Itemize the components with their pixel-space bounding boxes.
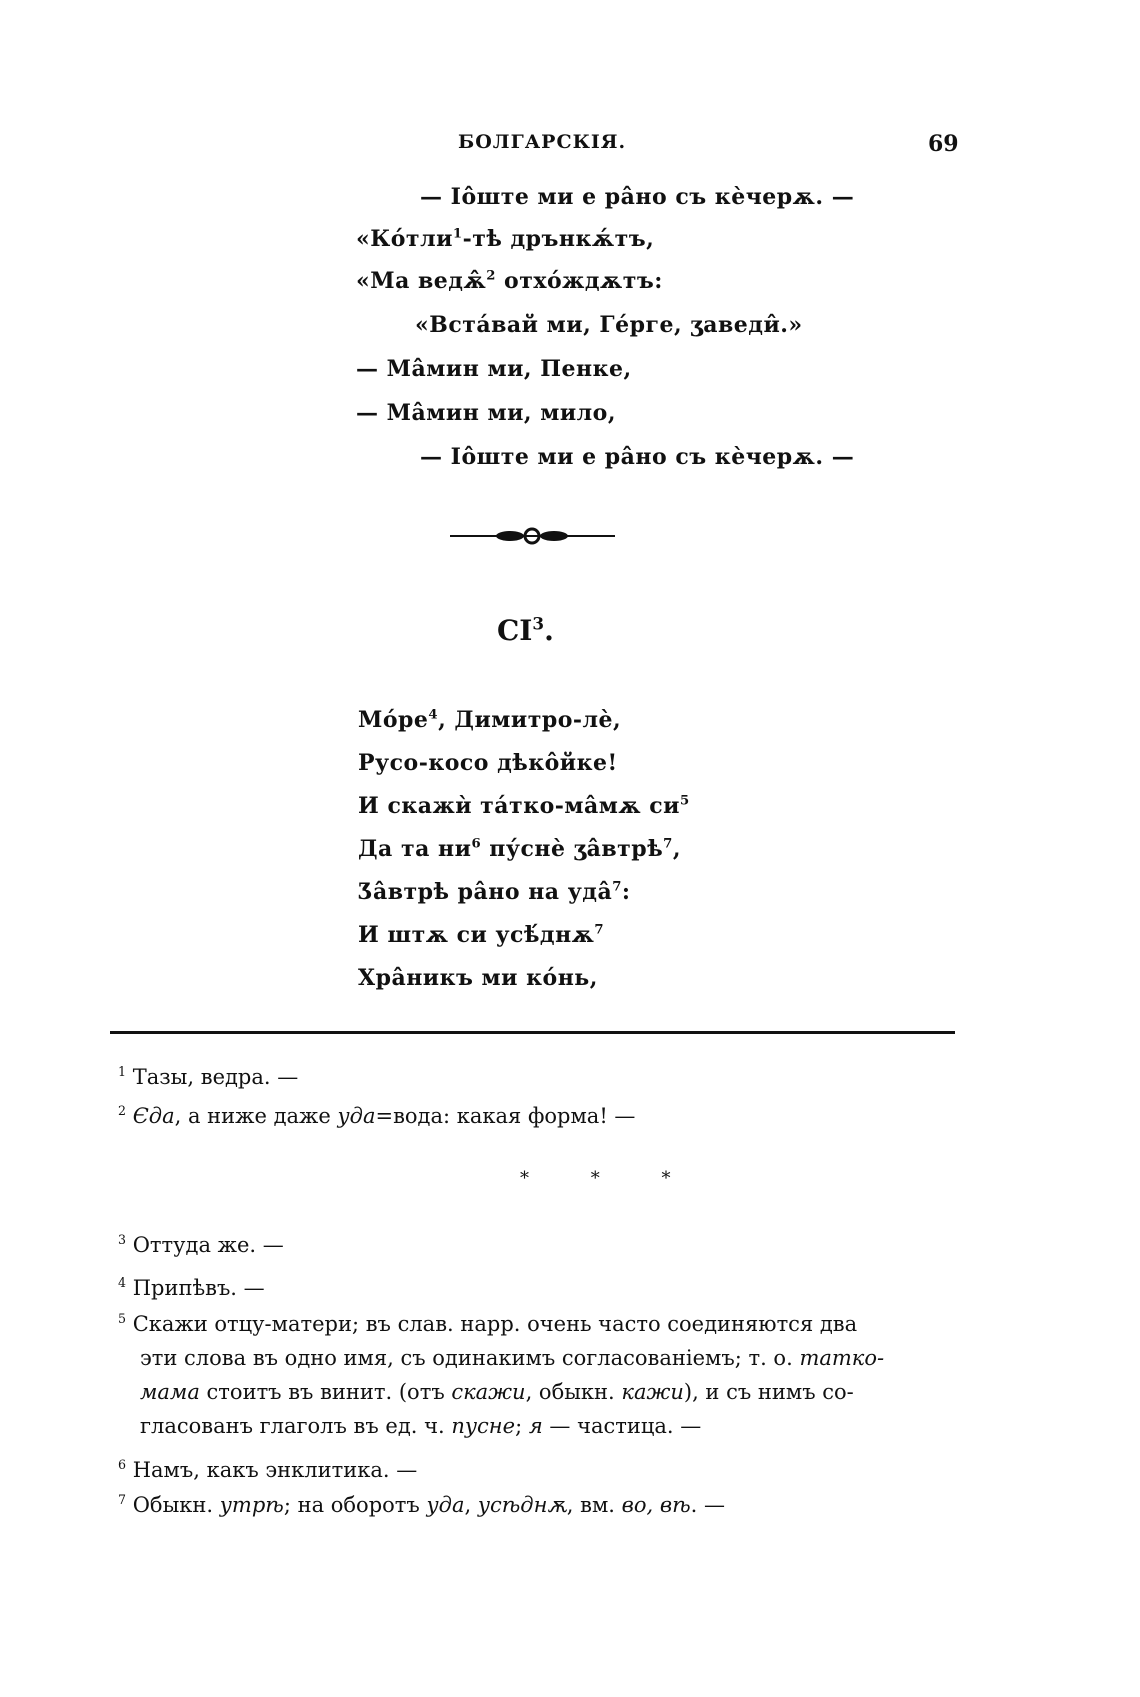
song-line: И скажѝ та́тко-ма̂мѫ $си^5$ <box>358 793 690 819</box>
footnote-mark: 2 <box>118 1103 127 1118</box>
section-separator: * * * <box>520 1168 699 1189</box>
footnote-mark: 4 <box>428 707 439 723</box>
footnote-mark: 7 <box>118 1492 127 1507</box>
poem-line: — Ӏо̂ште ми е ра̂но съ кѐчерѫ. — <box>420 444 855 470</box>
song-title: $CI^3$. <box>497 613 554 647</box>
poem-line: «Ма ведѫ̂$^2$ отхо́ждѫтъ: <box>356 268 663 294</box>
footnote-mark: 6 <box>118 1457 127 1472</box>
footnote-5: $^5$ Скажи отцу-матери; въ слав. нарр. очень часто соединяются два <box>118 1311 858 1336</box>
poem-line: — Ма̂мин ми, мило, <box>356 400 616 426</box>
song-line: Русо-косо дѣко̂йке! <box>358 750 618 776</box>
footnote-mark: 7 <box>612 879 622 895</box>
footnote-5-line: мама стоитъ въ винит. (отъ скажи, обыкн. кажи), и съ нимъ со- <box>140 1380 854 1404</box>
footnote-3: $^3$ Оттуда же. — <box>118 1232 284 1257</box>
footnote-mark: 5 <box>679 793 690 809</box>
footnote-rule <box>110 1031 955 1034</box>
footnote-mark: 6 <box>471 836 482 852</box>
page-number: 69 <box>928 131 959 157</box>
ornament-divider <box>450 526 615 546</box>
footnote-2: $^2$ Єда, а ниже даже уда=вода: какая форма! — <box>118 1103 636 1128</box>
footnote-mark: 3 <box>532 613 545 634</box>
footnote-mark: 4 <box>118 1275 127 1290</box>
running-title: БОЛГАРСКІЯ. <box>458 131 627 153</box>
song-line: Хра̂никъ ми ко́нь, <box>358 965 598 991</box>
footnote-mark: 1 <box>118 1064 127 1079</box>
footnote-mark: 5 <box>118 1311 127 1326</box>
poem-line: «Ко́тли$^1$-тѣ дрънкѫ́тъ, <box>356 226 655 252</box>
song-line: И штѫ си усѣ́днѫ$^7$ <box>358 922 605 948</box>
footnote-mark: 3 <box>118 1232 127 1247</box>
song-line: Ӡа̂втрѣ ра̂но на уда̂$^7$: <box>358 879 631 905</box>
poem-line: — Ма̂мин ми, Пенке, <box>356 356 632 382</box>
footnote-1: $^1$ Тазы, ведра. — <box>118 1064 299 1089</box>
song-line: Да та $ни^6$ пу́снѐ ӡа̂втрѣ$^7$, <box>358 836 682 862</box>
footnote-mark: 1 <box>452 226 463 242</box>
footnote-mark: 7 <box>594 922 605 938</box>
footnote-mark: 2 <box>486 268 496 284</box>
footnote-5-line: гласованъ глаголъ въ ед. ч. пусне; я — частица. — <box>140 1414 702 1438</box>
footnote-5-line: эти слова въ одно имя, съ одинакимъ согласованіемъ; т. о. татко- <box>140 1346 885 1370</box>
footnote-mark: 7 <box>663 836 673 852</box>
footnote-6: $^6$ Намъ, какъ энклитика. — <box>118 1457 418 1482</box>
poem-line: — Ӏо̂ште ми е ра̂но съ кѐчерѫ. — <box>420 184 855 210</box>
footnote-7: $^7$ Обыкн. утрѣ; на оборотъ уда, усѣднѫ, вм. во, вѣ. — <box>118 1492 725 1517</box>
poem-line: «Вста́вай ми, Ге́рге, ӡаведи̂.» <box>415 312 803 338</box>
footnote-4: $^4$ Припѣвъ. — <box>118 1275 265 1300</box>
song-line: $Мо́ре^4$, Димитро-лѐ, <box>358 707 622 733</box>
